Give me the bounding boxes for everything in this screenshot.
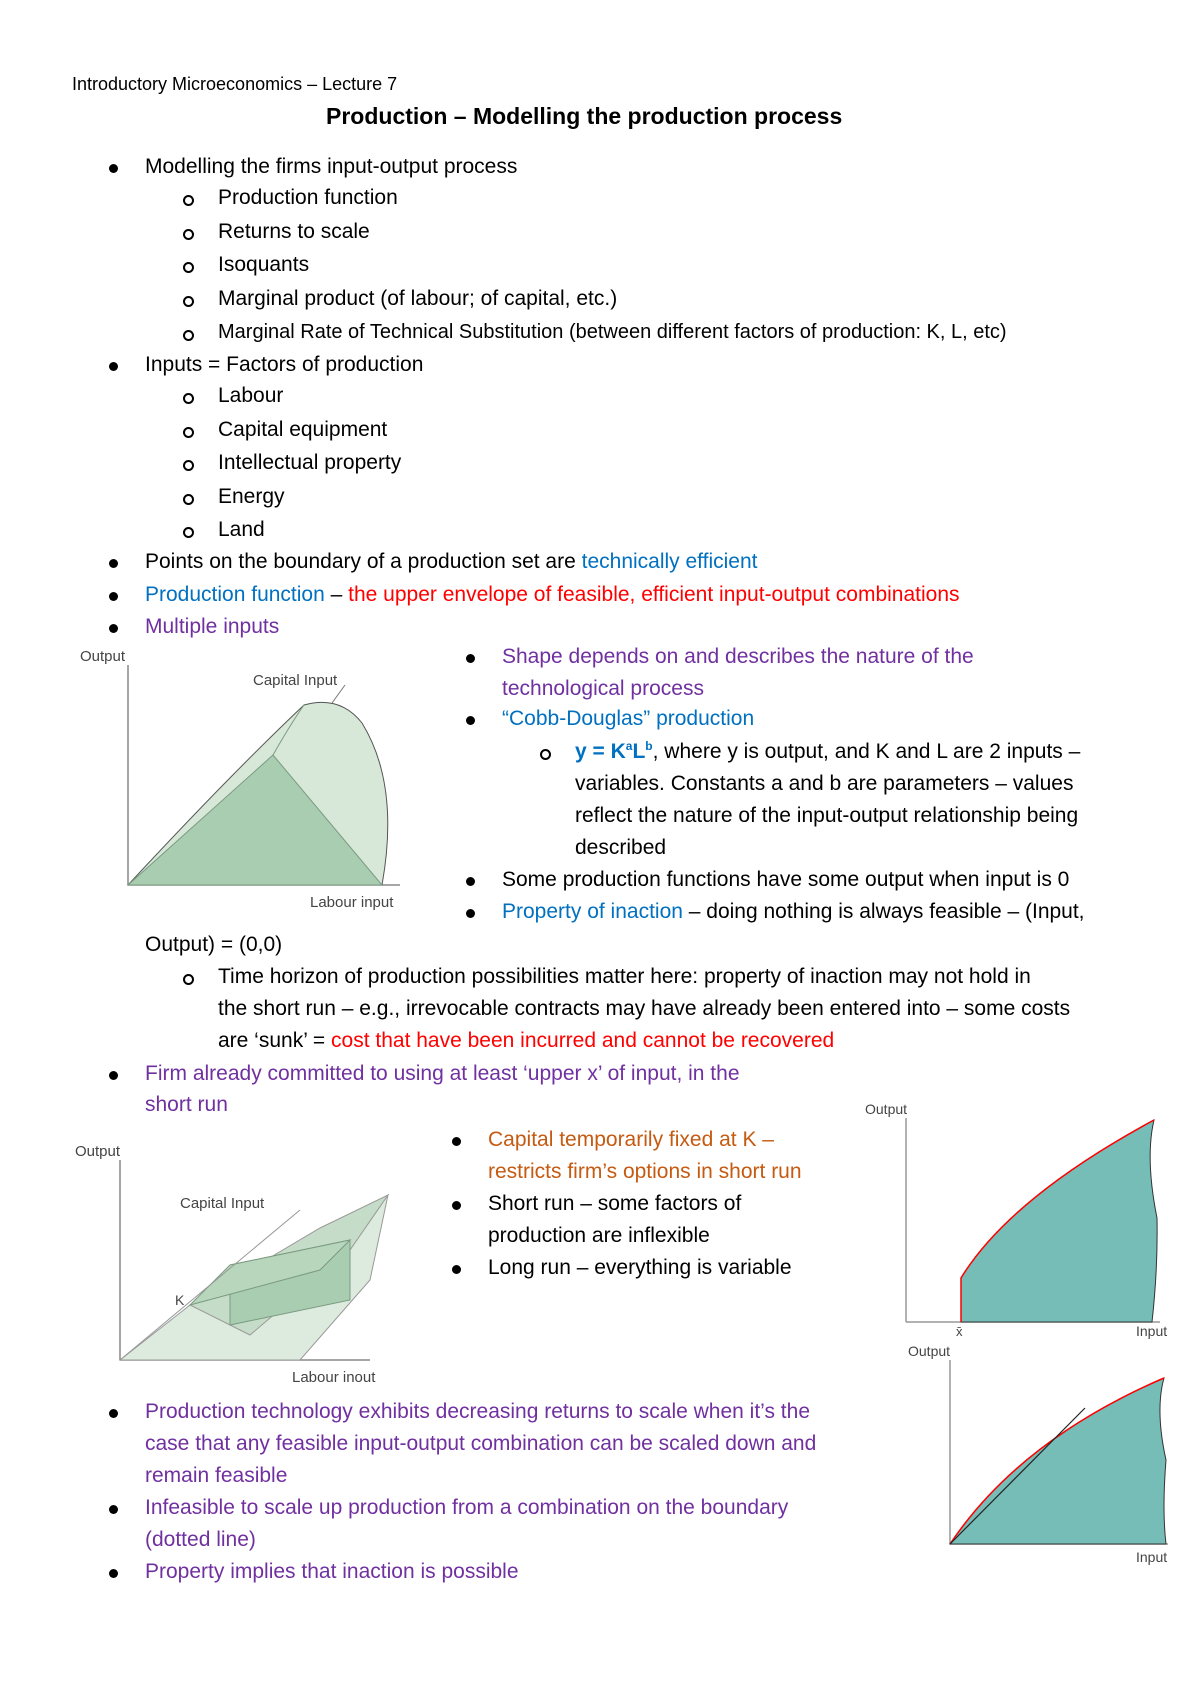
inaction-possible: Property implies that inaction is possible <box>145 1560 519 1583</box>
output-axis-label: Output <box>80 648 126 665</box>
sub-bullet-circle <box>183 974 194 985</box>
bullet-prodfunc: Production function – the upper envelope of feasible, efficient input-output combinations <box>145 583 960 606</box>
bullet-dot <box>109 624 118 633</box>
bullet-dot <box>452 1201 461 1210</box>
input-axis-label: Input <box>1136 1549 1168 1565</box>
formula-cont-1: variables. Constants a and b are parameters – values <box>575 772 1074 795</box>
figure-short-run-set <box>860 1098 1168 1348</box>
sub-bullet-circle <box>183 330 194 341</box>
k-label: K <box>175 1292 185 1308</box>
bullet-dot <box>466 654 475 663</box>
sub-item: Marginal product (of labour; of capital, etc.) <box>218 287 618 310</box>
firm-committed-2: short run <box>145 1093 228 1116</box>
figure-decreasing-returns <box>900 1340 1170 1570</box>
cobb-douglas: “Cobb-Douglas” production <box>502 707 755 730</box>
bullet-dot <box>466 877 475 886</box>
bullet-multiple-inputs: Multiple inputs <box>145 615 280 638</box>
sub-bullet-circle <box>183 393 194 404</box>
sub-bullet-circle <box>183 229 194 240</box>
bullet-dot <box>109 592 118 601</box>
x-bar-label: x̄ <box>956 1324 963 1339</box>
capital-fixed-1: Capital temporarily fixed at K – <box>488 1128 774 1151</box>
formula-line: $y = K^aL^b$, where y is output, and K and L are 2 inputs – <box>575 739 1081 763</box>
decreasing-3: remain feasible <box>145 1464 288 1487</box>
capital-input-label: Capital Input <box>253 672 338 689</box>
sub-bullet-circle <box>183 494 194 505</box>
sub-item: Isoquants <box>218 253 310 276</box>
formula-cont-3: described <box>575 836 667 859</box>
sub-item: Labour <box>218 384 284 407</box>
labour-input-label: Labour inout <box>292 1369 376 1386</box>
inaction-cont: Output) = (0,0) <box>145 933 283 956</box>
decreasing-1: Production technology exhibits decreasing returns to scale when it’s the <box>145 1400 810 1423</box>
sub-bullet-circle <box>183 427 194 438</box>
bullet-dot <box>109 1505 118 1514</box>
short-run-1: Short run – some factors of <box>488 1192 742 1215</box>
feasible-region <box>961 1120 1157 1322</box>
bullet-dot <box>466 716 475 725</box>
bullet-dot <box>109 1409 118 1418</box>
page-header: Introductory Microeconomics – Lecture 7 <box>72 74 398 94</box>
shape-line-2: technological process <box>502 677 704 700</box>
short-run-2: production are inflexible <box>488 1224 710 1247</box>
sub-bullet-circle <box>183 195 194 206</box>
sub-bullet-circle <box>183 296 194 307</box>
infeasible-2: (dotted line) <box>145 1528 256 1551</box>
bullet-modelling: Modelling the firms input-output process <box>145 155 518 178</box>
time-horizon-1: Time horizon of production possibilities matter here: property of inaction may not hold in <box>218 965 1031 988</box>
capital-input-label: Capital Input <box>180 1195 265 1212</box>
figure-short-run-surface <box>70 1140 430 1390</box>
bullet-efficient: Points on the boundary of a production set are technically efficient <box>145 550 758 573</box>
bullet-dot <box>452 1265 461 1274</box>
bullet-dot <box>109 362 118 371</box>
sub-item: Intellectual property <box>218 451 402 474</box>
labour-input-label: Labour input <box>310 894 394 911</box>
bullet-dot <box>109 559 118 568</box>
input-axis-label: Input <box>1136 1323 1168 1339</box>
page-title: Production – Modelling the production process <box>326 103 843 129</box>
bullet-dot <box>109 164 118 173</box>
feasible-region <box>950 1378 1166 1544</box>
sub-item: Energy <box>218 485 285 508</box>
figure-production-surface <box>70 645 410 910</box>
bullet-dot <box>109 1071 118 1080</box>
output-axis-label: Output <box>75 1143 121 1160</box>
output-axis-label: Output <box>865 1101 908 1117</box>
capital-fixed-2: restricts firm’s options in short run <box>488 1160 802 1183</box>
sub-item: Returns to scale <box>218 220 370 243</box>
decreasing-2: case that any feasible input-output combination can be scaled down and <box>145 1432 817 1455</box>
infeasible-1: Infeasible to scale up production from a combination on the boundary <box>145 1496 789 1519</box>
bullet-inputs: Inputs = Factors of production <box>145 353 424 376</box>
sub-bullet-circle <box>183 527 194 538</box>
bullet-dot <box>109 1569 118 1578</box>
long-run: Long run – everything is variable <box>488 1256 792 1279</box>
shape-line-1: Shape depends on and describes the nature of the <box>502 645 974 668</box>
bullet-dot <box>452 1137 461 1146</box>
sub-item: Production function <box>218 186 398 209</box>
sub-item: Land <box>218 518 265 541</box>
inaction-bullet: Property of inaction – doing nothing is always feasible – (Input, <box>502 900 1085 923</box>
output-axis-label: Output <box>908 1343 951 1359</box>
time-horizon-3: are ‘sunk’ = cost that have been incurred and cannot be recovered <box>218 1029 835 1052</box>
sub-bullet-circle <box>183 460 194 471</box>
firm-committed-1: Firm already committed to using at least ‘upper x’ of input, in the <box>145 1062 740 1085</box>
formula-cont-2: reflect the nature of the input-output relationship being <box>575 804 1079 827</box>
sub-item: Marginal Rate of Technical Substitution (between different factors of production: K, L, etc) <box>218 321 1007 343</box>
sub-bullet-circle <box>540 749 551 760</box>
bullet-dot <box>466 909 475 918</box>
time-horizon-2: the short run – e.g., irrevocable contracts may have already been entered into – some costs <box>218 997 1071 1020</box>
some-output-bullet: Some production functions have some output when input is 0 <box>502 868 1070 891</box>
sub-bullet-circle <box>183 262 194 273</box>
sub-item: Capital equipment <box>218 418 388 441</box>
